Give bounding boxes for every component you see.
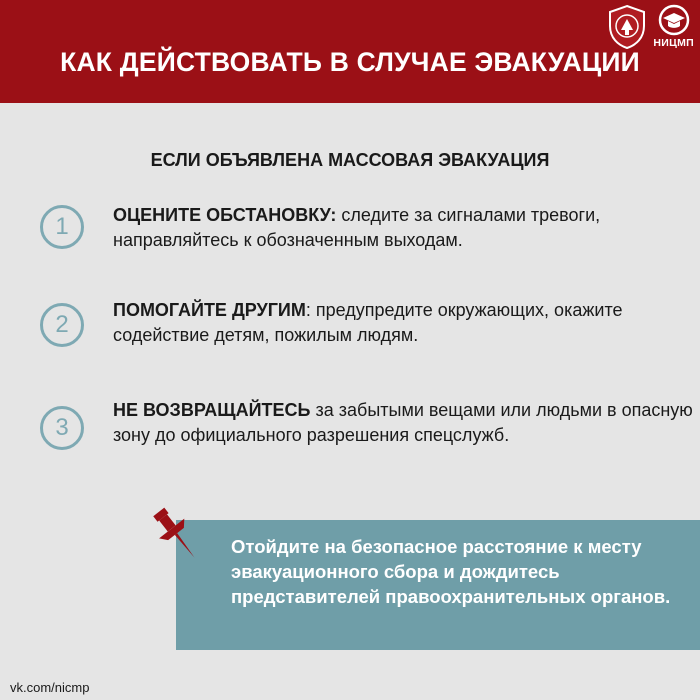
logos — [607, 4, 694, 50]
footer-link[interactable]: vk.com/nicmp — [10, 680, 90, 695]
header-bar — [0, 0, 700, 103]
item-heading: НЕ ВОЗВРАЩАЙТЕСЬ — [113, 400, 311, 420]
number-badge: 2 — [40, 303, 84, 347]
item-body: следите за сигналами тревоги, направляйтесь к обозначенным выходам. — [113, 205, 601, 250]
number-badge: 1 — [40, 205, 84, 249]
number-badge: 3 — [40, 406, 84, 450]
item-text — [113, 298, 693, 348]
item-heading: ОЦЕНИТЕ ОБСТАНОВКУ: — [113, 205, 337, 225]
item-body: : предупредите окружающих, окажите содействие детям, пожилым людям. — [113, 300, 623, 345]
graduation-cap-icon — [656, 4, 692, 36]
shield-emblem-icon — [607, 4, 647, 50]
page-title: КАК ДЕЙСТВОВАТЬ В СЛУЧАЕ ЭВАКУАЦИИ — [60, 47, 640, 77]
nicmp-logo — [653, 4, 694, 49]
callout-text: Отойдите на безопасное расстояние к месту эвакуационного сбора и дождитесь представителей правоохранительных органов. — [231, 536, 671, 607]
section-title: ЕСЛИ ОБЪЯВЛЕНА МАССОВАЯ ЭВАКУАЦИЯ — [150, 150, 550, 170]
push-pin-icon — [140, 500, 212, 568]
item-text — [113, 203, 693, 253]
nicmp-logo-text: НИЦМП — [653, 37, 694, 49]
item-text — [113, 398, 693, 448]
callout-box — [176, 520, 700, 650]
item-heading: ПОМОГАЙТЕ ДРУГИМ — [113, 300, 306, 320]
item-body: за забытыми вещами или людьми в опасную зону до официального разрешения спецслужб. — [113, 400, 693, 445]
